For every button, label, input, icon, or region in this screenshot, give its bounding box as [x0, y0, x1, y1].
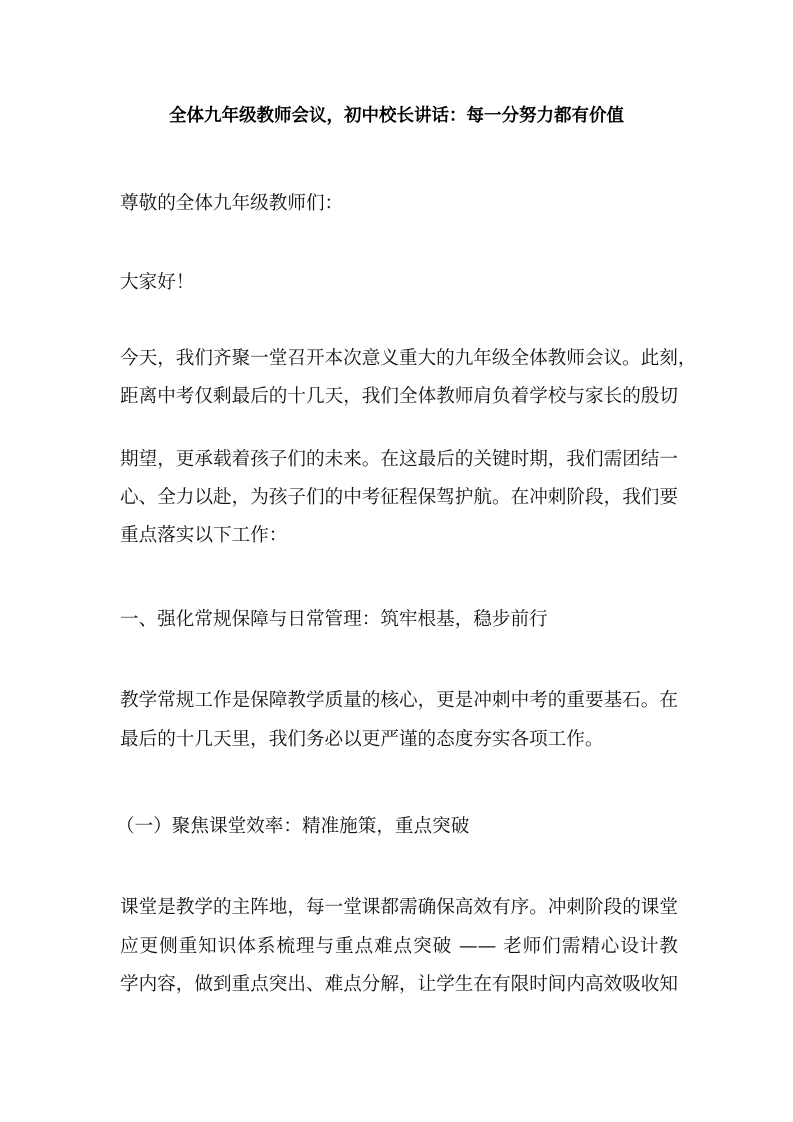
paragraph-line: 学内容，做到重点突出、难点分解，让学生在有限时间内高效吸收知 [120, 974, 678, 995]
section-heading-1: 一、强化常规保障与日常管理：筑牢根基，稳步前行 [120, 609, 548, 630]
paragraph-line: 课堂是教学的主阵地，每一堂课都需确保高效有序。冲刺阶段的课堂 [120, 897, 678, 918]
paragraph-line: 教学常规工作是保障教学质量的核心，更是冲刺中考的重要基石。在 [120, 690, 678, 711]
paragraph-line: 今天，我们齐聚一堂召开本次意义重大的九年级全体教师会议。此刻， [120, 348, 697, 369]
document-title: 全体九年级教师会议，初中校长讲话：每一分努力都有价值 [169, 106, 624, 126]
paragraph-line: 应更侧重知识体系梳理与重点难点突破 —— 老师们需精心设计教 [120, 936, 678, 957]
paragraph-line: 期望，更承载着孩子们的未来。在这最后的关键时期，我们需团结一 [120, 449, 678, 470]
salutation: 尊敬的全体九年级教师们： [120, 193, 344, 214]
subsection-heading-1: （一）聚焦课堂效率：精准施策，重点突破 [116, 816, 470, 837]
paragraph-line: 最后的十几天里，我们务必以更严谨的态度夯实各项工作。 [120, 729, 604, 750]
paragraph-line: 距离中考仅剩最后的十几天，我们全体教师肩负着学校与家长的殷切 [120, 386, 678, 407]
paragraph-line: 重点落实以下工作： [120, 525, 288, 546]
greeting: 大家好！ [120, 272, 195, 293]
paragraph-line: 心、全力以赴，为孩子们的中考征程保驾护航。在冲刺阶段，我们要 [120, 487, 678, 508]
